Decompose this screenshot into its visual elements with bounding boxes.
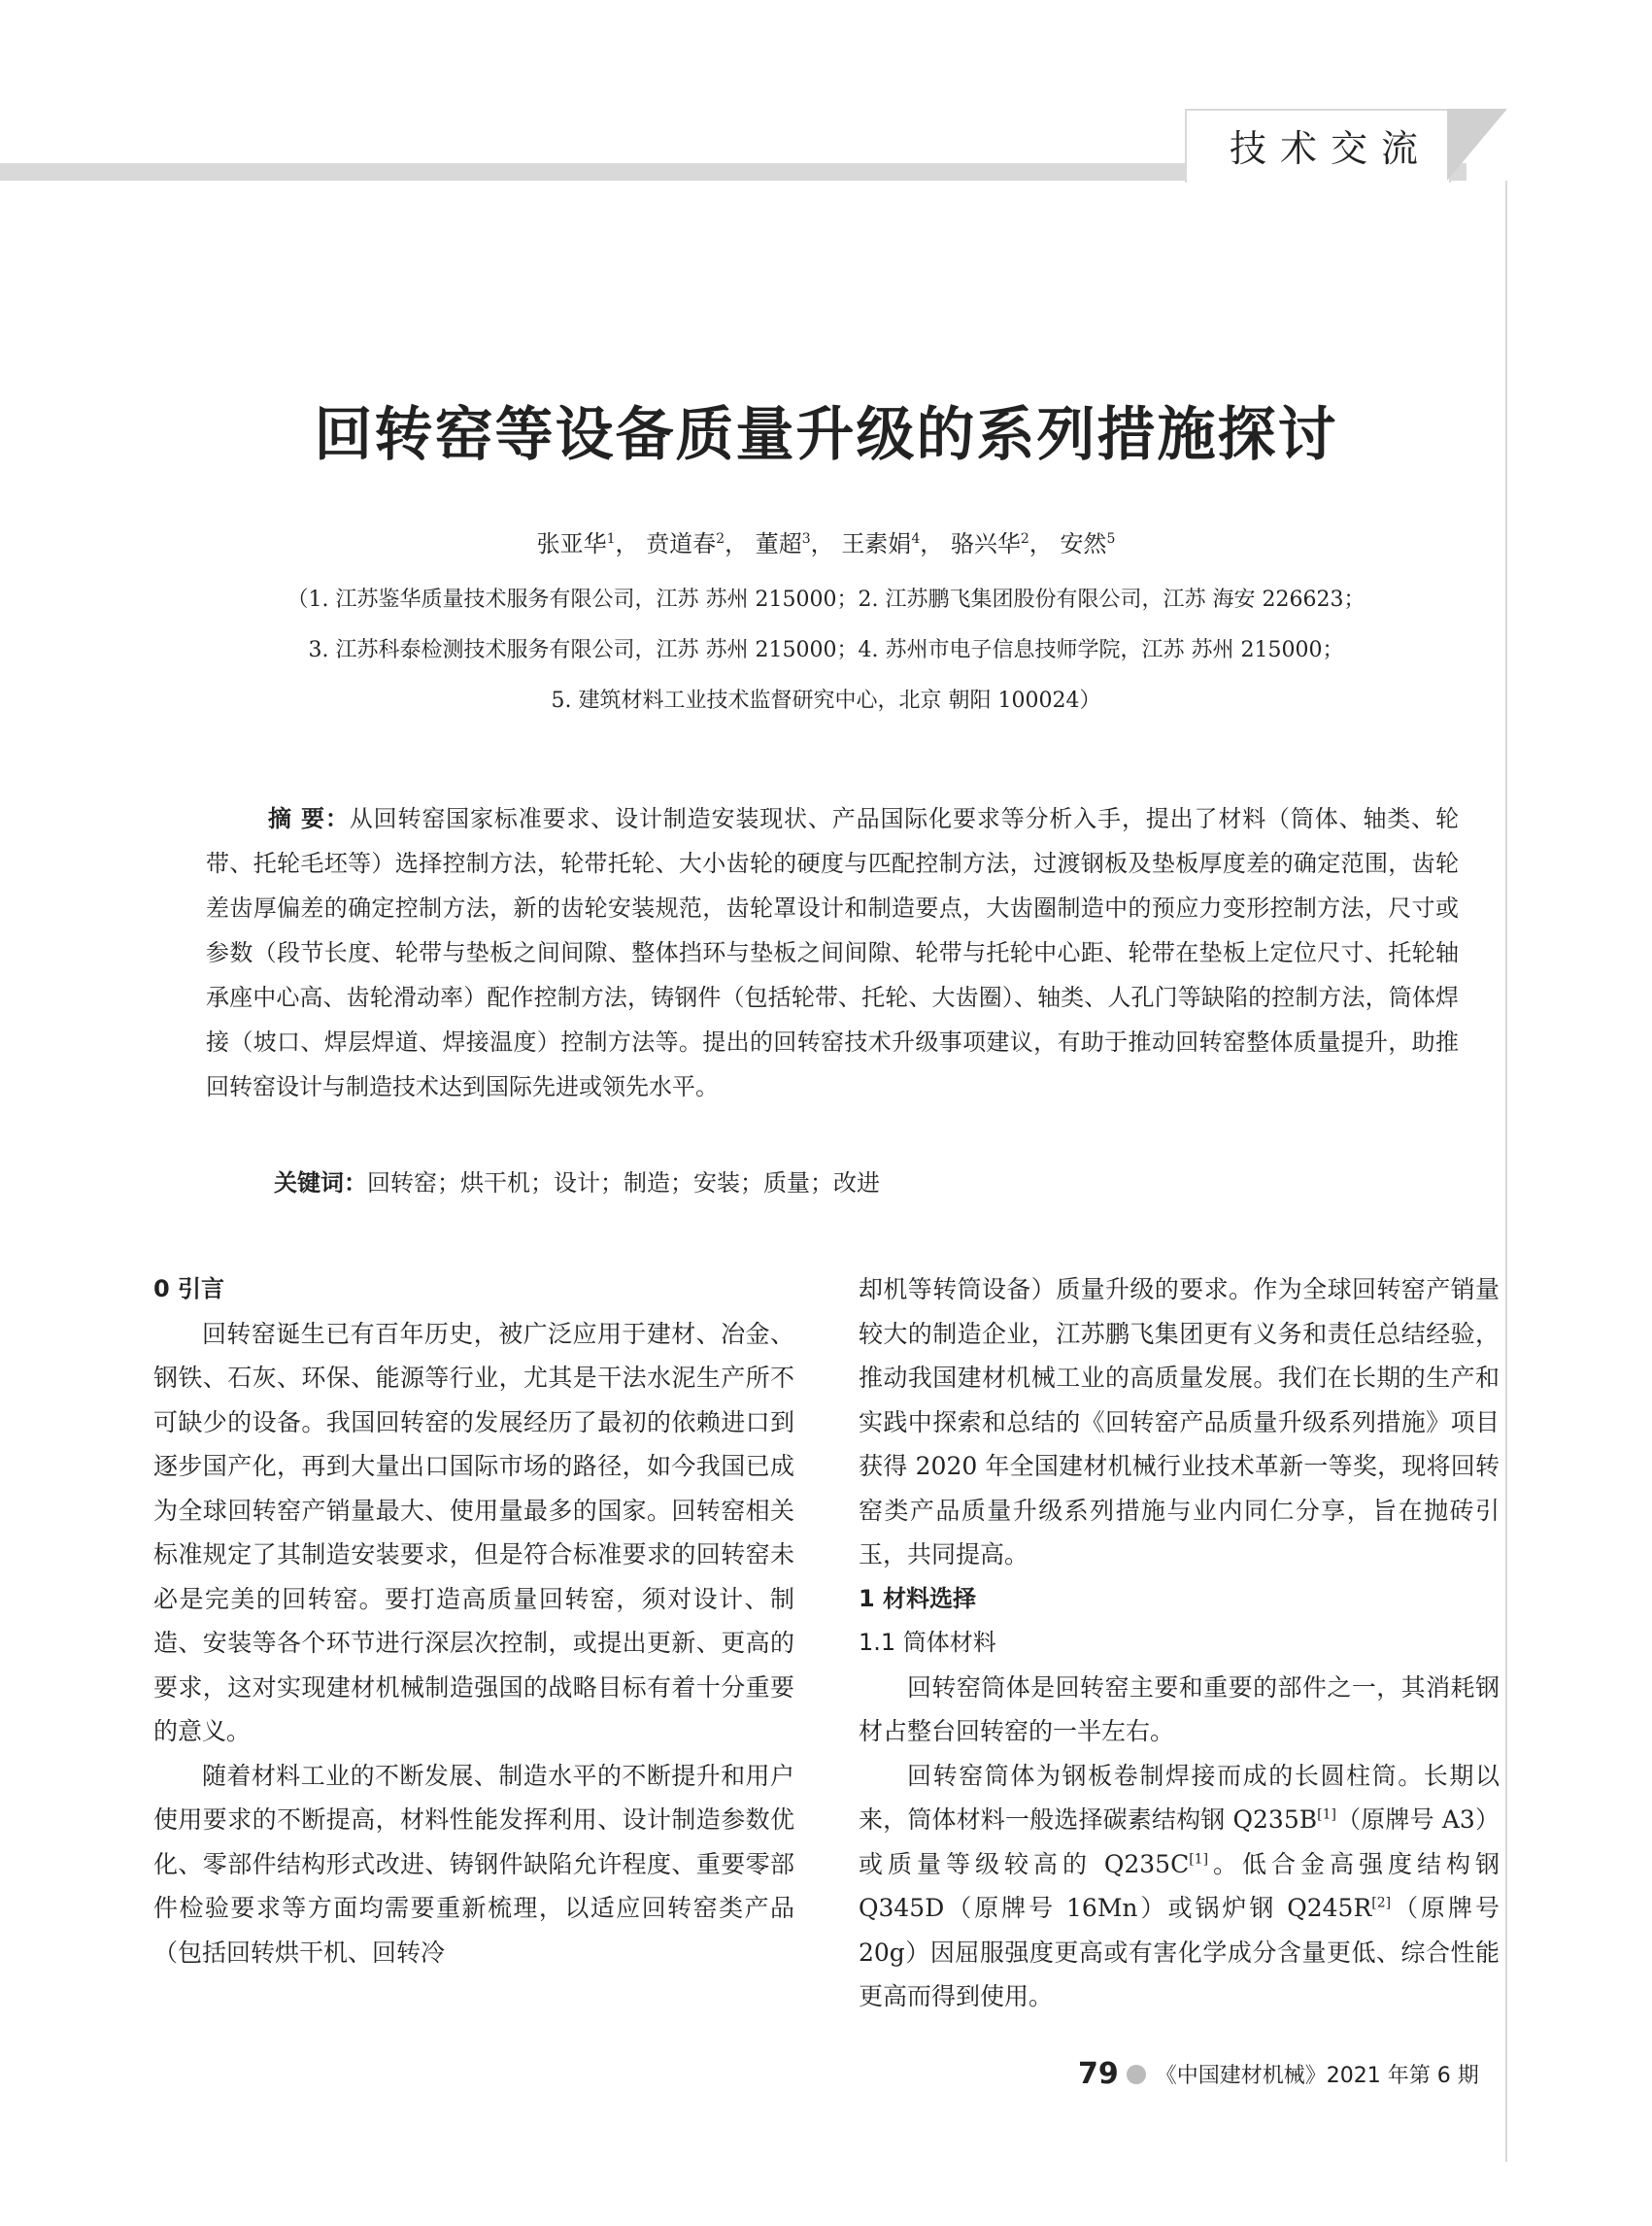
- author-name: 王素娟: [841, 530, 912, 557]
- journal-citation: 《中国建材机械》2021 年第 6 期: [1155, 2064, 1479, 2088]
- article-title: 回转窑等设备质量升级的系列措施探讨: [314, 401, 1338, 469]
- author-affil-mark: 5: [1106, 531, 1116, 547]
- affiliation-line: 5. 建筑材料工业技术监督研究中心，北京 朝阳 100024）: [551, 689, 1101, 713]
- text-run: （原牌号 A3）或质量等级较高的 Q235C: [859, 1805, 1500, 1878]
- keywords-text: 回转窑；烘干机；设计；制造；安装；质量；改进: [367, 1169, 880, 1197]
- abstract-text: 从回转窑国家标准要求、设计制造安装现状、产品国际化要求等分析入手，提出了材料（筒体、轴类、轮带、托轮毛坯等）选择控制方法，轮带托轮、大小齿轮的硬度与匹配控制方法，过渡钢板及垫板厚度差的确定范围，齿轮差齿厚偏差的确定控制方法，新的齿轮安装规范，齿轮罩设计和制造要点，大齿圈制造中的预应力变形控制方法，尺寸或参数（段节长度、轮带与垫板之间间隙、整体挡环与垫板之间间隙、轮带与托轮中心距、轮带在垫板上定位尺寸、托轮轴承座中心高、齿轮滑动率）配作控制方法，铸钢件（包括轮带、托轮、大齿圈）、轴类、人孔门等缺陷的控制方法，筒体焊接（坡口、焊层焊道、焊接温度）控制方法等。提出的回转窑技术升级事项建议，有助于推动回转窑整体质量提升，助推回转窑设计与制造技术达到国际先进或领先水平。: [206, 805, 1460, 1100]
- subsection-heading: 1.1 筒体材料: [859, 1629, 996, 1656]
- author-affil-mark: 3: [801, 531, 811, 547]
- body-column-right: [859, 1267, 1500, 2019]
- author-name: 骆兴华: [950, 530, 1021, 557]
- affiliation-line: 3. 江苏科泰检测技术服务有限公司，江苏 苏州 215000；4. 苏州市电子信息技师学院，江苏 苏州 215000；: [308, 638, 1344, 662]
- abstract: [206, 796, 1459, 1109]
- body-paragraph: 回转窑筒体是回转窑主要和重要的部件之一，其消耗钢材占整台回转窑的一半左右。: [859, 1672, 1500, 1745]
- author-list: 张亚华$^1$， 贲道春$^2$， 董超$^3$， 王素娟$^4$， 骆兴华$^2$， 安然$^5$: [536, 530, 1116, 557]
- keywords-label: 关键词：: [274, 1169, 367, 1197]
- author-affil-mark: 1: [606, 531, 616, 547]
- section-label: 技术交流: [1229, 127, 1432, 170]
- text-run: （原牌号 20g）因屈服强度更高或有害化学成分含量更低、综合性能更高而得到使用。: [859, 1894, 1500, 2010]
- body-paragraph: 随着材料工业的不断发展、制造水平的不断提升和用户使用要求的不断提高，材料性能发挥利用、设计制造参数优化、零部件结构形式改进、铸钢件缺陷允许程度、重要零部件检验要求等方面均需要重新梳理，以适应回转窑类产品（包括回转烘干机、回转冷: [153, 1761, 794, 1967]
- abstract-label: 摘 要：: [268, 805, 350, 832]
- body-paragraph: 回转窑诞生已有百年历史，被广泛应用于建材、冶金、钢铁、石灰、环保、能源等行业，尤其是干法水泥生产所不可缺少的设备。我国回转窑的发展经历了最初的依赖进口到逐步国产化，再到大量出口国际市场的路径，如今我国已成为全球回转窑产销量最大、使用量最多的国家。回转窑相关标准规定了其制造安装要求，但是符合标准要求的回转窑未必是完美的回转窑。要打造高质量回转窑，须对设计、制造、安装等各个环节进行深层次控制，或提出更新、更高的要求，这对实现建材机械制造强国的战略目标有着十分重要的意义。: [153, 1319, 794, 1745]
- body-column-left: [153, 1267, 794, 1974]
- page-footer: [1078, 2057, 1479, 2091]
- citation-ref[interactable]: [1]: [1317, 1806, 1336, 1823]
- body-paragraph: [859, 1754, 1500, 2019]
- author-affil-mark: 4: [911, 531, 921, 547]
- section-heading: 0 引言: [153, 1275, 225, 1302]
- author-name: 张亚华: [536, 530, 607, 557]
- citation-ref[interactable]: [2]: [1371, 1895, 1392, 1911]
- keywords: [274, 1164, 1459, 1197]
- header-tab-fold: [1447, 109, 1507, 181]
- author-affil-mark: 2: [716, 531, 725, 547]
- author-affil-mark: 2: [1020, 531, 1029, 547]
- author-name: 董超: [755, 530, 802, 557]
- text-run: 回转窑筒体为钢板卷制焊接而成的长圆柱筒。长期以来，筒体材料一般选择碳素结构钢 Q235B: [859, 1761, 1500, 1834]
- author-name: 安然: [1060, 530, 1107, 557]
- footer-dot-icon: [1127, 2065, 1146, 2084]
- section-heading: 1 材料选择: [859, 1584, 977, 1612]
- body-paragraph: 却机等转筒设备）质量升级的要求。作为全球回转窑产销量较大的制造企业，江苏鹏飞集团更有义务和责任总结经验，推动我国建材机械工业的高质量发展。我们在长期的生产和实践中探索和总结的《回转窑产品质量升级系列措施》项目获得 2020 年全国建材机械行业技术革新一等奖，现将回转窑类产品质量升级系列措施与业内同仁分享，旨在抛砖引玉，共同提高。: [859, 1275, 1500, 1568]
- page-number: 79: [1078, 2057, 1119, 2091]
- affiliation-line: （1. 江苏鉴华质量技术服务有限公司，江苏 苏州 215000；2. 江苏鹏飞集团股份有限公司，江苏 海安 226623；: [287, 588, 1365, 612]
- author-name: 贲道春: [646, 530, 717, 557]
- page-border-line: [1505, 181, 1507, 2162]
- text-run: 。低合金高强度结构钢 Q345D（原牌号 16Mn）或锅炉钢 Q245R: [859, 1849, 1500, 1922]
- citation-ref[interactable]: [1]: [1189, 1851, 1209, 1868]
